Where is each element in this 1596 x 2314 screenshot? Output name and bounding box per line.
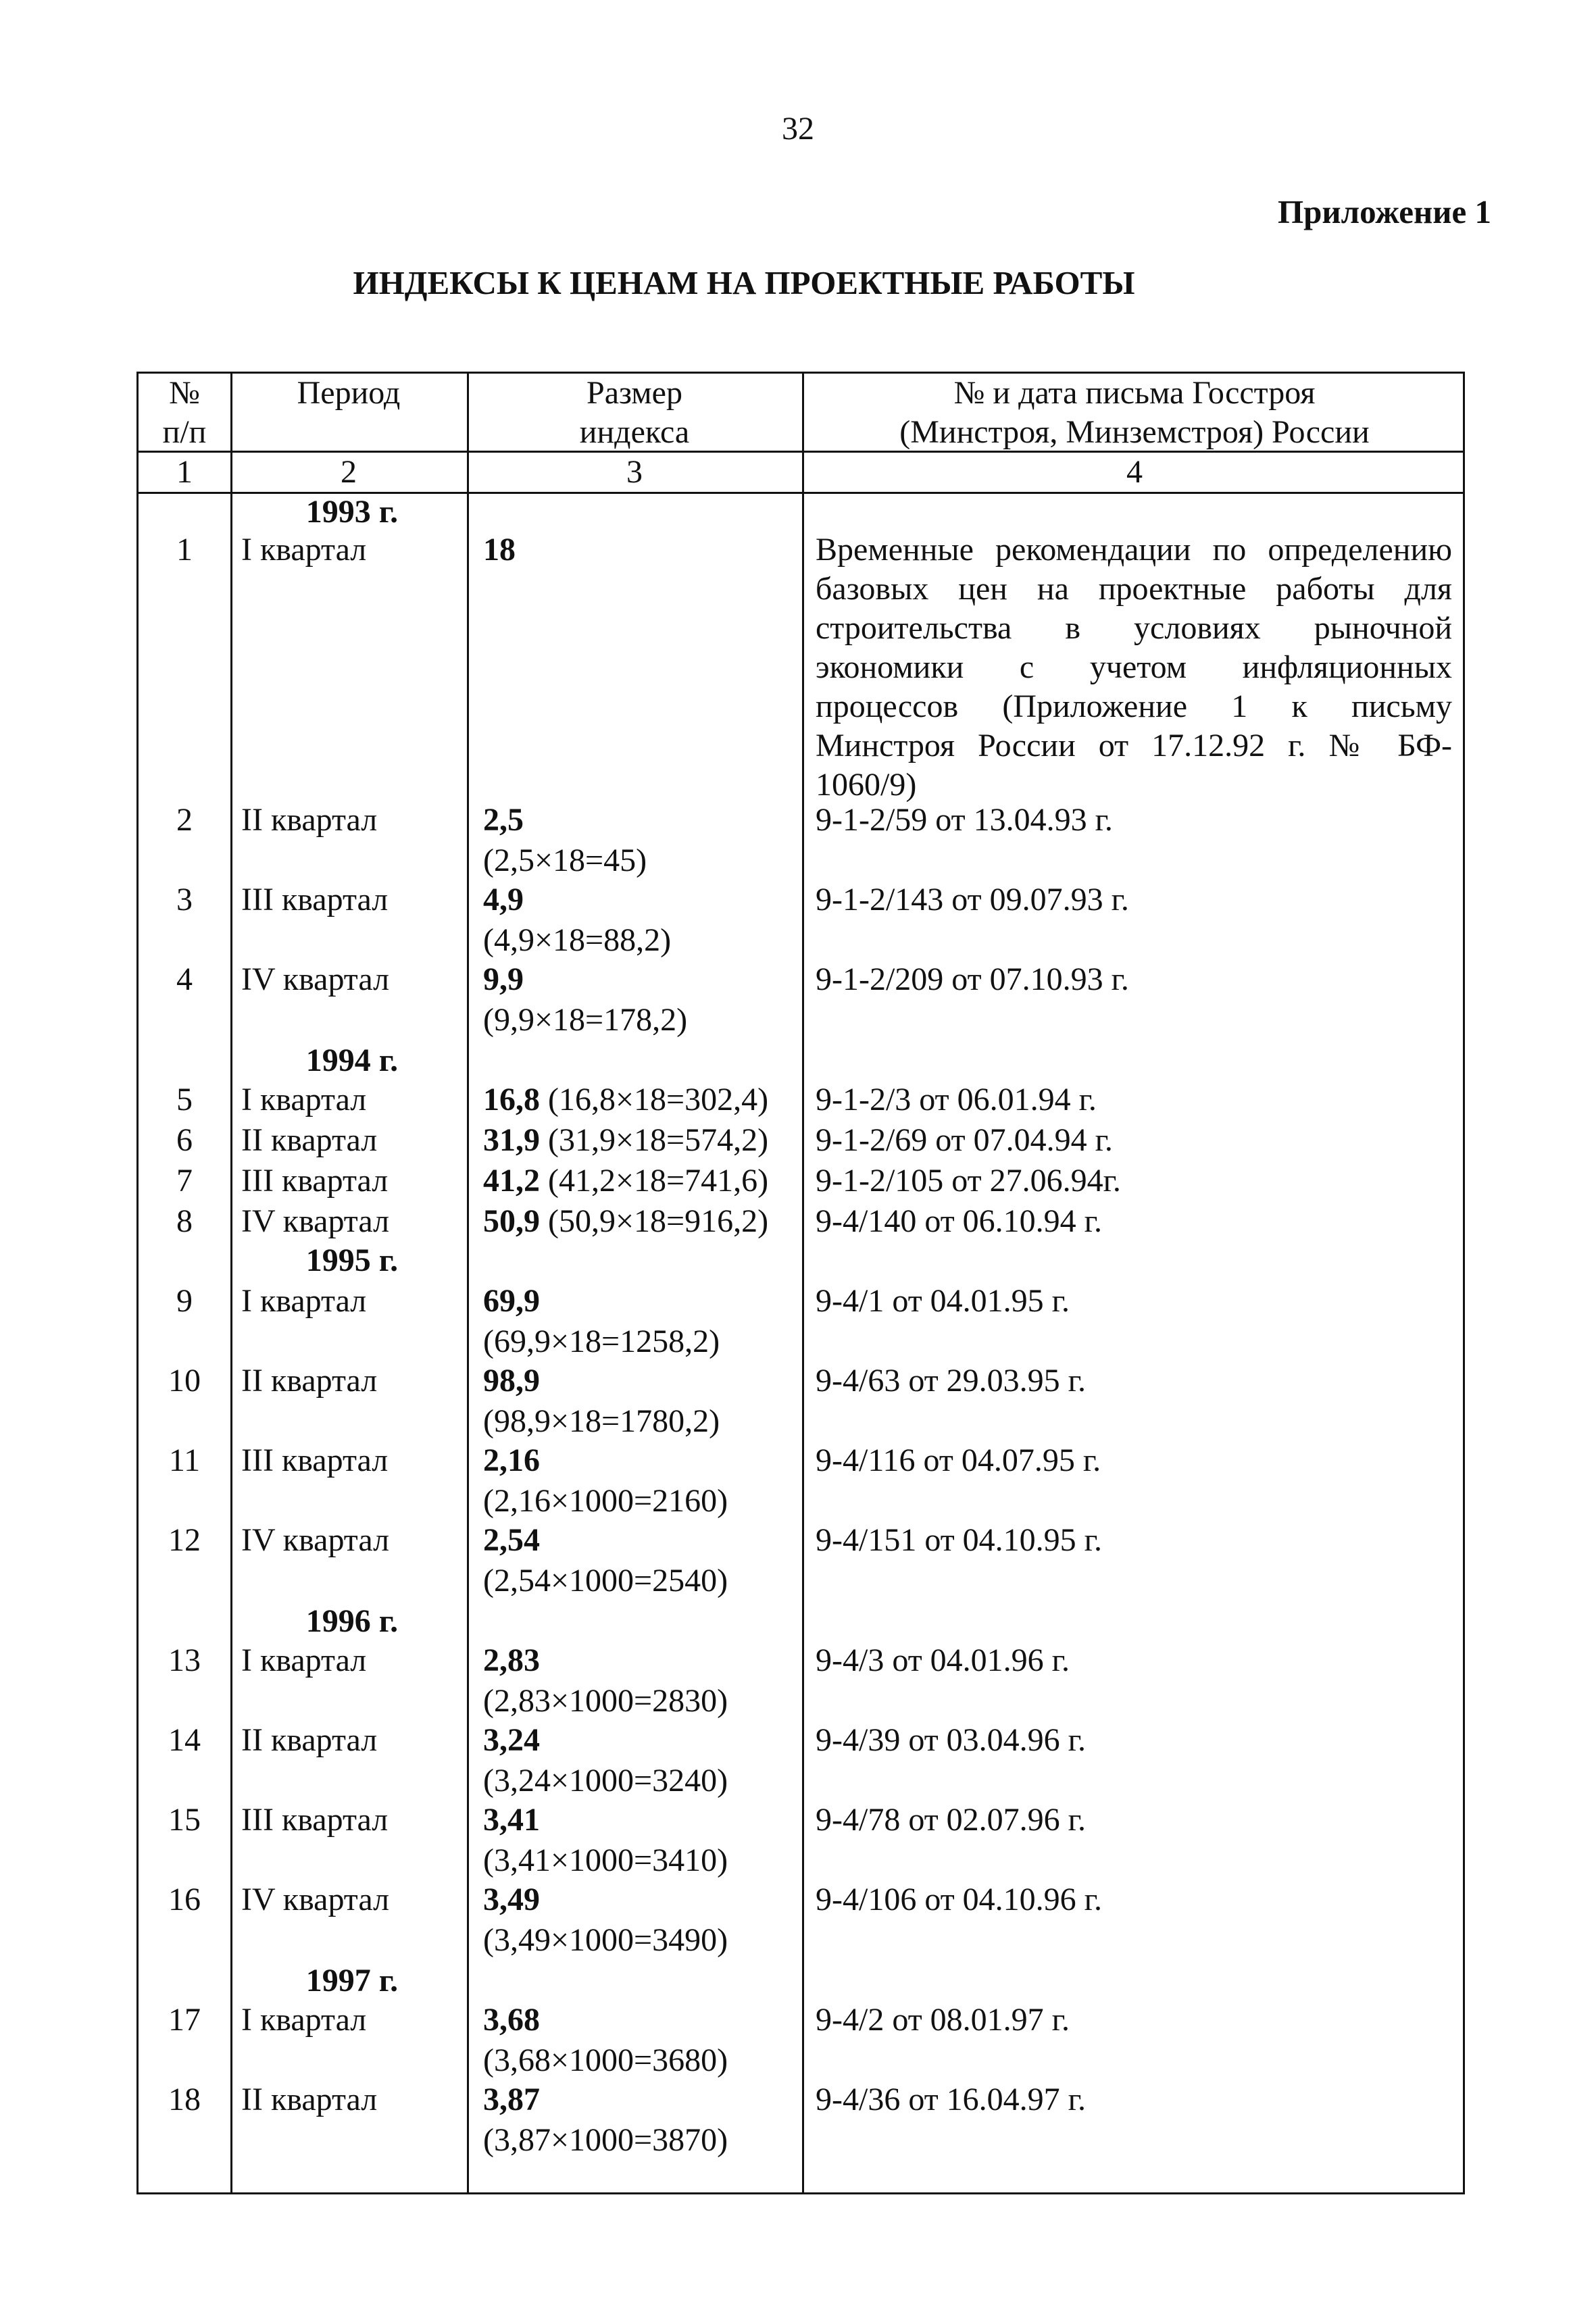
row-period: II квартал xyxy=(241,1122,378,1158)
row-number: 16 xyxy=(168,1882,201,1917)
row-index-calc: (2,5×18=45) xyxy=(483,842,647,878)
row-number: 7 xyxy=(176,1163,193,1199)
row-number: 17 xyxy=(168,2002,201,2038)
row-index-calc: (4,9×18=88,2) xyxy=(483,922,672,958)
row-index-calc: (3,68×1000=3680) xyxy=(483,2042,728,2078)
row-index: 69,9 xyxy=(483,1283,540,1319)
row-number: 15 xyxy=(168,1802,201,1838)
row-letter: 9-1-2/3 от 06.01.94 г. xyxy=(816,1082,1097,1117)
row-letter: 9-4/151 от 04.10.95 г. xyxy=(816,1522,1102,1558)
row-letter: 9-4/116 от 04.07.95 г. xyxy=(816,1442,1101,1478)
row-index: 3,68 xyxy=(483,2002,540,2038)
year-heading: 1994 г. xyxy=(305,1042,399,1078)
row-number: 18 xyxy=(168,2082,201,2117)
row-letter: 9-4/2 от 08.01.97 г. xyxy=(816,2002,1070,2038)
row-period: III квартал xyxy=(241,882,389,917)
header-letter: № и дата письма Госстроя (Минстроя, Минземстроя) России xyxy=(899,375,1370,450)
page-title: ИНДЕКСЫ К ЦЕНАМ НА ПРОЕКТНЫЕ РАБОТЫ xyxy=(353,264,1135,301)
row-number: 5 xyxy=(176,1082,193,1117)
row-index: 2,83 xyxy=(483,1642,540,1678)
column-number: 4 xyxy=(1126,454,1143,490)
row-number: 13 xyxy=(168,1642,201,1678)
row-index: 9,9 xyxy=(483,961,524,997)
row-period: I квартал xyxy=(241,2002,367,2038)
row-index-calc: (9,9×18=178,2) xyxy=(483,1002,688,1038)
year-heading: 1995 г. xyxy=(305,1242,399,1278)
row-number: 14 xyxy=(168,1722,201,1758)
row-period: I квартал xyxy=(241,1283,367,1319)
row-index-calc: (69,9×18=1258,2) xyxy=(483,1324,720,1359)
column-divider xyxy=(467,374,469,2192)
row-letter: 9-4/3 от 04.01.96 г. xyxy=(816,1642,1070,1678)
price-index-table xyxy=(136,372,1465,2194)
row-index: 2,5 xyxy=(483,802,524,838)
row-index: 4,9 xyxy=(483,882,524,917)
row-index: 3,24 xyxy=(483,1722,540,1758)
row-period: IV квартал xyxy=(241,1203,390,1239)
row-index: 3,87 xyxy=(483,2082,540,2117)
row-period: II квартал xyxy=(241,1363,378,1399)
row-index: 16,8 (16,8×18=302,4) xyxy=(483,1082,769,1117)
column-number: 2 xyxy=(341,454,357,490)
row-letter: 9-4/63 от 29.03.95 г. xyxy=(816,1363,1086,1399)
row-letter: 9-4/140 от 06.10.94 г. xyxy=(816,1203,1102,1239)
row-index-calc: (3,49×1000=3490) xyxy=(483,1922,728,1958)
row-period: III квартал xyxy=(241,1163,389,1199)
row-period: II квартал xyxy=(241,802,378,838)
row-index-calc: (2,54×1000=2540) xyxy=(483,1563,728,1599)
row-index: 31,9 (31,9×18=574,2) xyxy=(483,1122,769,1158)
row-index: 3,41 xyxy=(483,1802,540,1838)
row-period: III квартал xyxy=(241,1802,389,1838)
row-index: 41,2 (41,2×18=741,6) xyxy=(483,1163,769,1199)
row-letter: 9-1-2/105 от 27.06.94г. xyxy=(816,1163,1121,1199)
row-number: 9 xyxy=(176,1283,193,1319)
row-letter: 9-4/36 от 16.04.97 г. xyxy=(816,2082,1086,2117)
row-period: II квартал xyxy=(241,2082,378,2117)
row-index-calc: (2,83×1000=2830) xyxy=(483,1683,728,1719)
row-period: IV квартал xyxy=(241,961,390,997)
appendix-label: Приложение 1 xyxy=(1278,193,1491,230)
row-letter: 9-1-2/59 от 13.04.93 г. xyxy=(816,802,1113,838)
row-index-calc: (3,41×1000=3410) xyxy=(483,1842,728,1878)
row-index: 3,49 xyxy=(483,1882,540,1917)
row-period: I квартал xyxy=(241,1082,367,1117)
row-period: I квартал xyxy=(241,1642,367,1678)
row-letter: 9-1-2/69 от 07.04.94 г. xyxy=(816,1122,1113,1158)
column-number: 1 xyxy=(176,454,193,490)
row-index-calc: (3,24×1000=3240) xyxy=(483,1763,728,1799)
row-number: 2 xyxy=(176,802,193,838)
year-heading: 1993 г. xyxy=(305,494,399,530)
row-index-calc: (98,9×18=1780,2) xyxy=(483,1403,720,1439)
row-index: 18 xyxy=(483,532,516,568)
row-period: III квартал xyxy=(241,1442,389,1478)
row-letter-long: Временные рекомендации по определению базовых цен на проектные работы для строительства в условиях рыночной экономики с учетом инфляционных процессов (Приложение 1 к письму Минстроя России от 17.12.92 г. № БФ- 1060/9) xyxy=(816,532,1452,803)
page-number: 32 xyxy=(782,111,814,147)
row-letter: 9-4/106 от 04.10.96 г. xyxy=(816,1882,1102,1917)
column-divider xyxy=(802,374,804,2192)
year-heading: 1996 г. xyxy=(305,1603,399,1639)
row-period: IV квартал xyxy=(241,1882,390,1917)
row-number: 11 xyxy=(168,1442,201,1478)
row-number: 10 xyxy=(168,1363,201,1399)
row-index: 50,9 (50,9×18=916,2) xyxy=(483,1203,769,1239)
row-period: IV квартал xyxy=(241,1522,390,1558)
header-num: № п/п xyxy=(162,375,207,450)
row-number: 8 xyxy=(176,1203,193,1239)
row-index-calc: (2,16×1000=2160) xyxy=(483,1483,728,1519)
row-index: 98,9 xyxy=(483,1363,540,1399)
row-number: 4 xyxy=(176,961,193,997)
row-period: I квартал xyxy=(241,532,367,568)
row-number: 6 xyxy=(176,1122,193,1158)
header-index: Размер индекса xyxy=(579,375,690,450)
row-index: 2,54 xyxy=(483,1522,540,1558)
column-number: 3 xyxy=(626,454,643,490)
column-divider xyxy=(230,374,232,2192)
row-period: II квартал xyxy=(241,1722,378,1758)
header-period: Период xyxy=(297,375,401,411)
row-index-calc: (3,87×1000=3870) xyxy=(483,2122,728,2158)
row-letter: 9-1-2/209 от 07.10.93 г. xyxy=(816,961,1129,997)
row-letter: 9-4/39 от 03.04.96 г. xyxy=(816,1722,1086,1758)
row-number: 3 xyxy=(176,882,193,917)
row-letter: 9-4/78 от 02.07.96 г. xyxy=(816,1802,1086,1838)
row-letter: 9-1-2/143 от 09.07.93 г. xyxy=(816,882,1129,917)
row-number: 12 xyxy=(168,1522,201,1558)
year-heading: 1997 г. xyxy=(305,1963,399,1998)
row-index: 2,16 xyxy=(483,1442,540,1478)
row-number: 1 xyxy=(176,532,193,568)
row-letter: 9-4/1 от 04.01.95 г. xyxy=(816,1283,1070,1319)
